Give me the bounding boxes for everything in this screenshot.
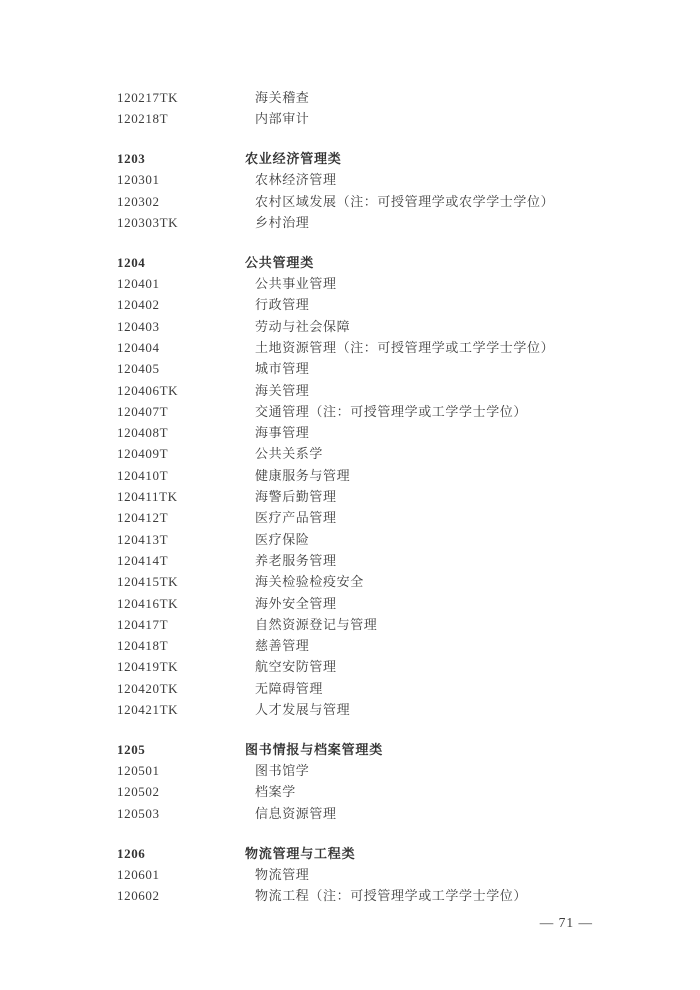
program-code: 120302	[117, 193, 160, 209]
program-row	[117, 529, 554, 550]
program-row	[117, 699, 554, 720]
category-title: 农业经济管理类	[245, 151, 342, 167]
program-code: 120217TK	[117, 90, 179, 105]
program-name: 档案学	[255, 784, 296, 800]
program-name: 交通管理（注：可授管理学或工学学士学位）	[255, 403, 528, 419]
major-category-section	[117, 843, 554, 907]
program-code: 120409T	[117, 446, 169, 462]
program-code: 120415TK	[117, 574, 179, 590]
program-row	[117, 169, 554, 190]
program-row	[117, 614, 554, 635]
program-name: 海关管理	[255, 382, 310, 398]
program-name: 物流管理	[255, 866, 310, 882]
program-row	[117, 87, 554, 108]
program-name: 航空安防管理	[255, 659, 337, 675]
program-code: 120403	[117, 318, 160, 334]
program-code: 120406TK	[117, 382, 179, 398]
program-name: 内部审计	[255, 111, 310, 127]
category-code: 1205	[117, 741, 146, 757]
category-heading-row	[117, 252, 554, 273]
program-name: 公共关系学	[255, 446, 324, 462]
program-code: 120301	[117, 172, 160, 188]
program-name: 海外安全管理	[255, 595, 337, 611]
program-row	[117, 885, 554, 906]
program-row	[117, 401, 554, 422]
program-code: 120407T	[117, 403, 169, 419]
program-code: 120420TK	[117, 680, 179, 696]
program-code: 120602	[117, 888, 160, 904]
program-row	[117, 465, 554, 486]
program-row	[117, 212, 554, 233]
program-name: 海事管理	[255, 425, 310, 441]
category-code: 1206	[117, 845, 146, 861]
category-code: 1204	[117, 254, 146, 270]
program-row	[117, 571, 554, 592]
program-row	[117, 803, 554, 824]
program-name: 土地资源管理（注：可授管理学或工学学士学位）	[255, 339, 555, 355]
category-title: 物流管理与工程类	[245, 845, 356, 861]
program-row	[117, 422, 554, 443]
program-name: 公共事业管理	[255, 276, 337, 292]
program-row	[117, 760, 554, 781]
program-name: 信息资源管理	[255, 805, 337, 821]
program-name: 医疗产品管理	[255, 510, 337, 526]
program-code: 120413T	[117, 531, 169, 547]
program-name: 劳动与社会保障	[255, 318, 351, 334]
program-name: 无障碍管理	[255, 680, 324, 696]
program-name: 农村区域发展（注：可授管理学或农学学士学位）	[255, 193, 555, 209]
program-row	[117, 635, 554, 656]
program-row	[117, 507, 554, 528]
program-name: 乡村治理	[255, 214, 310, 230]
program-code: 120418T	[117, 638, 169, 654]
program-code: 120404	[117, 339, 160, 355]
program-name: 自然资源登记与管理	[255, 616, 378, 632]
program-row	[117, 593, 554, 614]
program-code: 120503	[117, 805, 160, 821]
program-name: 慈善管理	[255, 638, 310, 654]
program-name: 物流工程（注：可授管理学或工学学士学位）	[255, 888, 528, 904]
program-code: 120421TK	[117, 702, 179, 718]
category-code: 1203	[117, 151, 146, 167]
page-number: — 71 —	[539, 915, 593, 930]
program-code: 120218T	[117, 111, 169, 127]
program-name: 人才发展与管理	[255, 702, 351, 718]
major-category-section	[117, 148, 554, 233]
program-code: 120411TK	[117, 489, 178, 505]
program-name: 农林经济管理	[255, 172, 337, 188]
program-name: 养老服务管理	[255, 552, 337, 568]
program-name: 图书馆学	[255, 763, 310, 779]
program-row	[117, 358, 554, 379]
program-code: 120412T	[117, 510, 169, 526]
major-category-section	[117, 252, 554, 721]
program-name: 健康服务与管理	[255, 467, 351, 483]
category-heading-row	[117, 148, 554, 169]
program-row	[117, 380, 554, 401]
program-row	[117, 864, 554, 885]
major-category-section	[117, 739, 554, 824]
program-row	[117, 486, 554, 507]
program-row	[117, 781, 554, 802]
program-code: 120402	[117, 297, 160, 313]
program-code: 120303TK	[117, 214, 179, 230]
program-row	[117, 550, 554, 571]
program-code: 120417T	[117, 616, 169, 632]
program-code: 120410T	[117, 467, 169, 483]
program-name: 行政管理	[255, 297, 310, 313]
program-code: 120401	[117, 276, 160, 292]
program-code: 120502	[117, 784, 160, 800]
program-row	[117, 191, 554, 212]
program-row	[117, 294, 554, 315]
category-title: 公共管理类	[245, 254, 315, 270]
program-list	[117, 87, 554, 906]
program-name: 海关检验检疫安全	[255, 574, 364, 590]
program-code: 120416TK	[117, 595, 179, 611]
category-heading-row	[117, 739, 554, 760]
program-code: 120405	[117, 361, 160, 377]
program-row	[117, 273, 554, 294]
category-heading-row	[117, 843, 554, 864]
program-row	[117, 108, 554, 129]
program-name: 医疗保险	[255, 531, 310, 547]
category-title: 图书情报与档案管理类	[245, 741, 384, 757]
program-code: 120419TK	[117, 659, 179, 675]
program-name: 城市管理	[255, 361, 310, 377]
program-code: 120601	[117, 866, 160, 882]
program-row	[117, 656, 554, 677]
program-row	[117, 337, 554, 358]
program-row	[117, 443, 554, 464]
program-row	[117, 316, 554, 337]
program-name: 海警后勤管理	[255, 489, 337, 505]
program-code: 120408T	[117, 425, 169, 441]
major-category-section	[117, 87, 554, 130]
program-row	[117, 678, 554, 699]
program-code: 120501	[117, 763, 160, 779]
program-name: 海关稽查	[255, 90, 310, 105]
program-code: 120414T	[117, 552, 169, 568]
